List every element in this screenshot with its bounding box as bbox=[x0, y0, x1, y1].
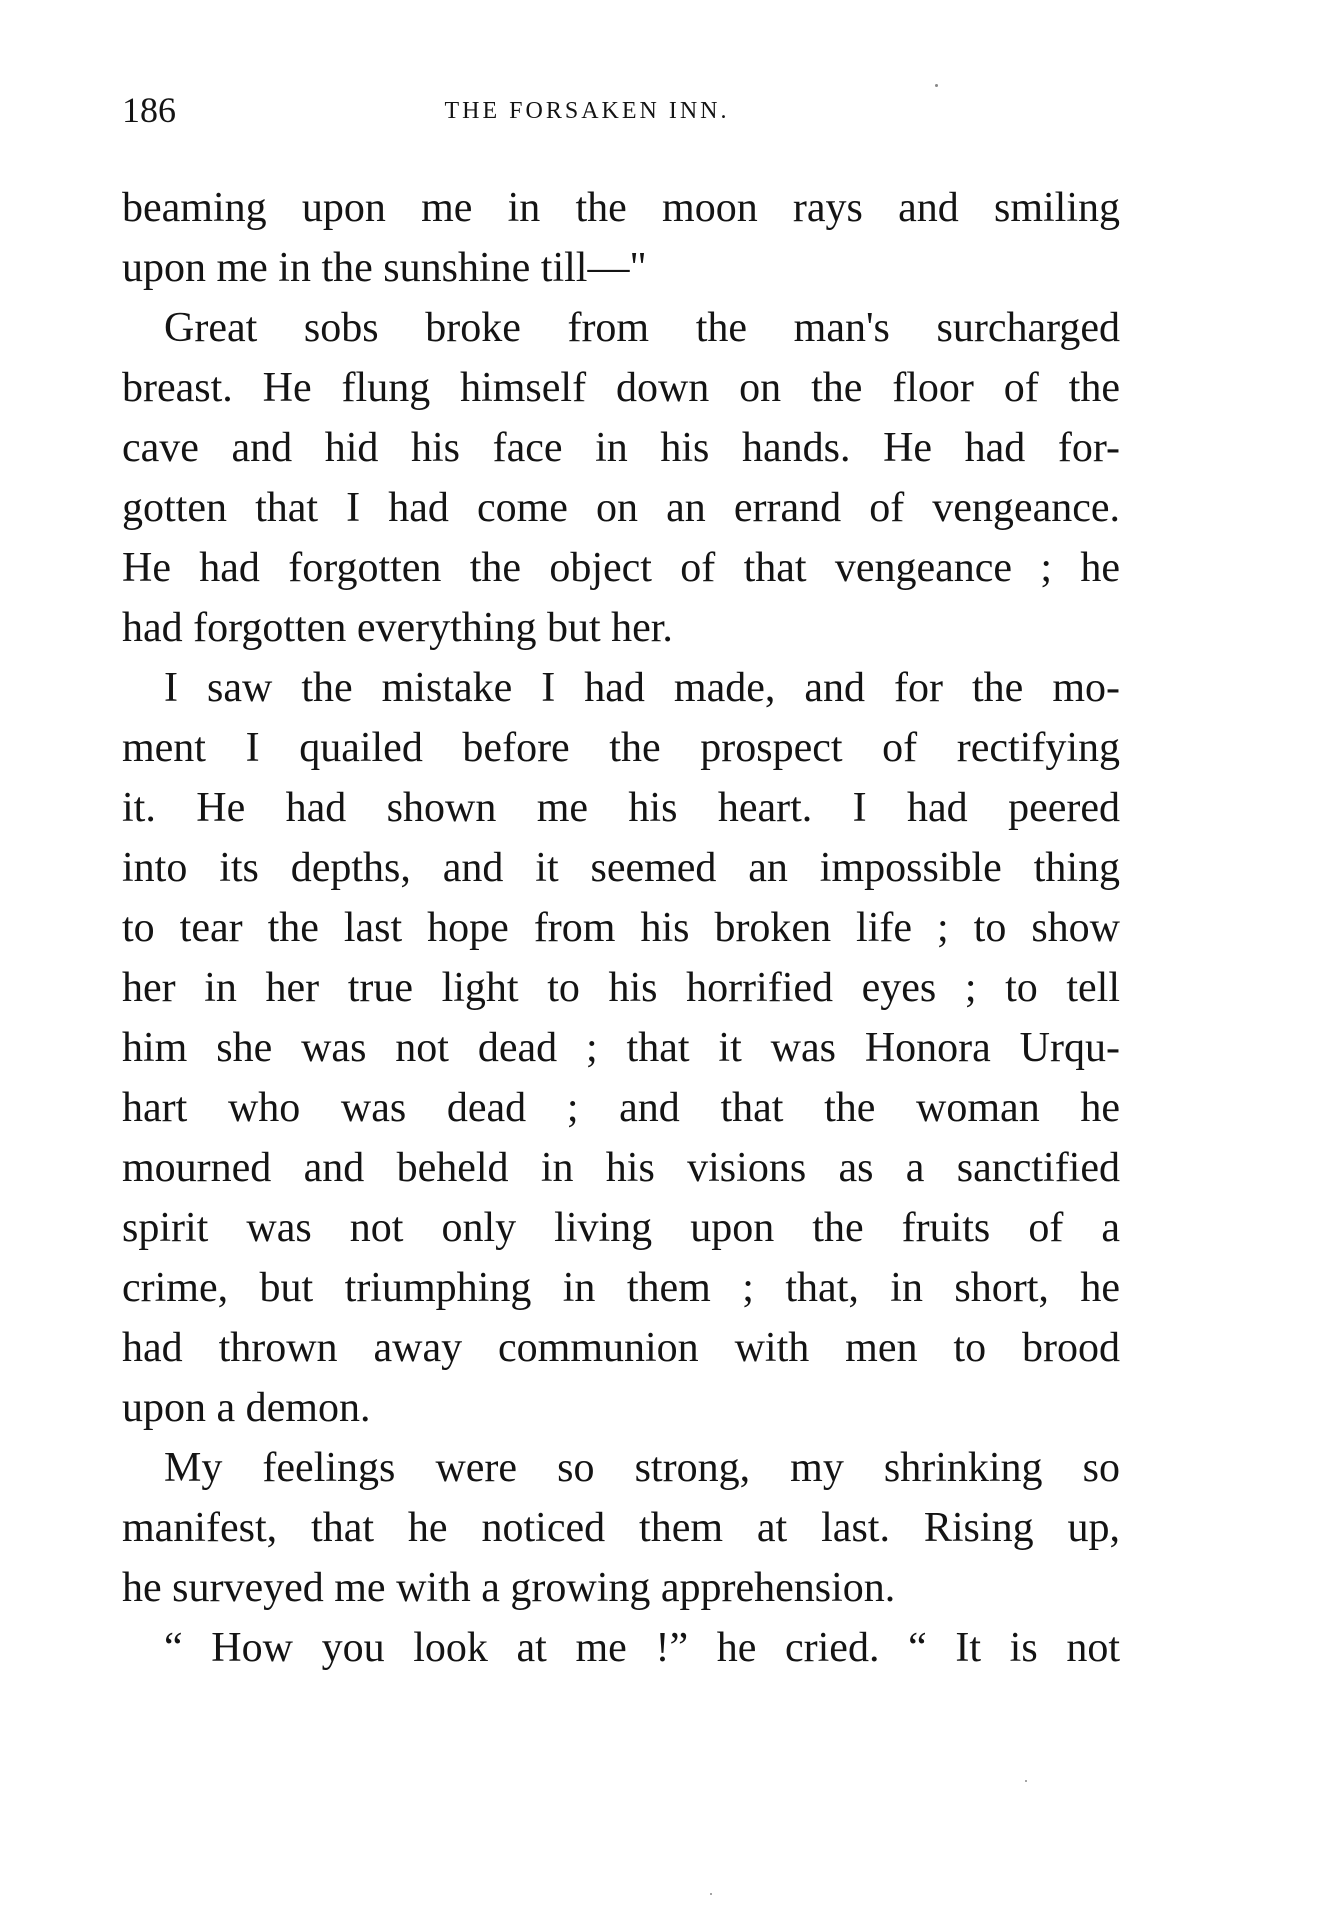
text-line: to tear the last hope from his broken life ; to show bbox=[122, 905, 1120, 951]
text-line: cave and hid his face in his hands. He had for- bbox=[122, 425, 1120, 471]
text-line: upon me in the sunshine till—" bbox=[122, 245, 647, 291]
page-number: 186 bbox=[122, 90, 176, 130]
text-line: “ How you look at me !” he cried. “ It is not bbox=[164, 1625, 1120, 1671]
text-line: had thrown away communion with men to brood bbox=[122, 1325, 1120, 1371]
text-line: He had forgotten the object of that vengeance ; he bbox=[122, 545, 1120, 591]
running-title: THE FORSAKEN INN. bbox=[444, 98, 730, 124]
text-line: mourned and beheld in his visions as a sanctified bbox=[122, 1145, 1120, 1191]
text-line: I saw the mistake I had made, and for the mo- bbox=[164, 665, 1120, 711]
text-line: him she was not dead ; that it was Honora Urqu- bbox=[122, 1025, 1120, 1071]
text-line: My feelings were so strong, my shrinking so bbox=[164, 1445, 1120, 1491]
text-line: Great sobs broke from the man's surcharged bbox=[164, 305, 1120, 351]
text-line: spirit was not only living upon the fruits of a bbox=[122, 1205, 1120, 1251]
text-line: it. He had shown me his heart. I had peered bbox=[122, 785, 1120, 831]
text-line: crime, but triumphing in them ; that, in short, he bbox=[122, 1265, 1120, 1311]
text-line: ment I quailed before the prospect of rectifying bbox=[122, 725, 1120, 771]
text-line: had forgotten everything but her. bbox=[122, 605, 673, 651]
text-line: breast. He flung himself down on the floor of the bbox=[122, 365, 1120, 411]
scan-speck bbox=[1025, 1780, 1027, 1782]
text-line: beaming upon me in the moon rays and smiling bbox=[122, 185, 1120, 231]
scan-speck bbox=[710, 1893, 712, 1895]
text-line: manifest, that he noticed them at last. Rising up, bbox=[122, 1505, 1120, 1551]
text-line: into its depths, and it seemed an impossible thing bbox=[122, 845, 1120, 891]
text-line: hart who was dead ; and that the woman he bbox=[122, 1085, 1120, 1131]
page-header bbox=[122, 90, 1120, 130]
text-line: he surveyed me with a growing apprehension. bbox=[122, 1565, 896, 1611]
scan-speck bbox=[935, 84, 938, 87]
text-line: upon a demon. bbox=[122, 1385, 371, 1431]
text-line: gotten that I had come on an errand of vengeance. bbox=[122, 485, 1120, 531]
text-line: her in her true light to his horrified eyes ; to tell bbox=[122, 965, 1120, 1011]
body-text bbox=[122, 178, 1120, 1678]
